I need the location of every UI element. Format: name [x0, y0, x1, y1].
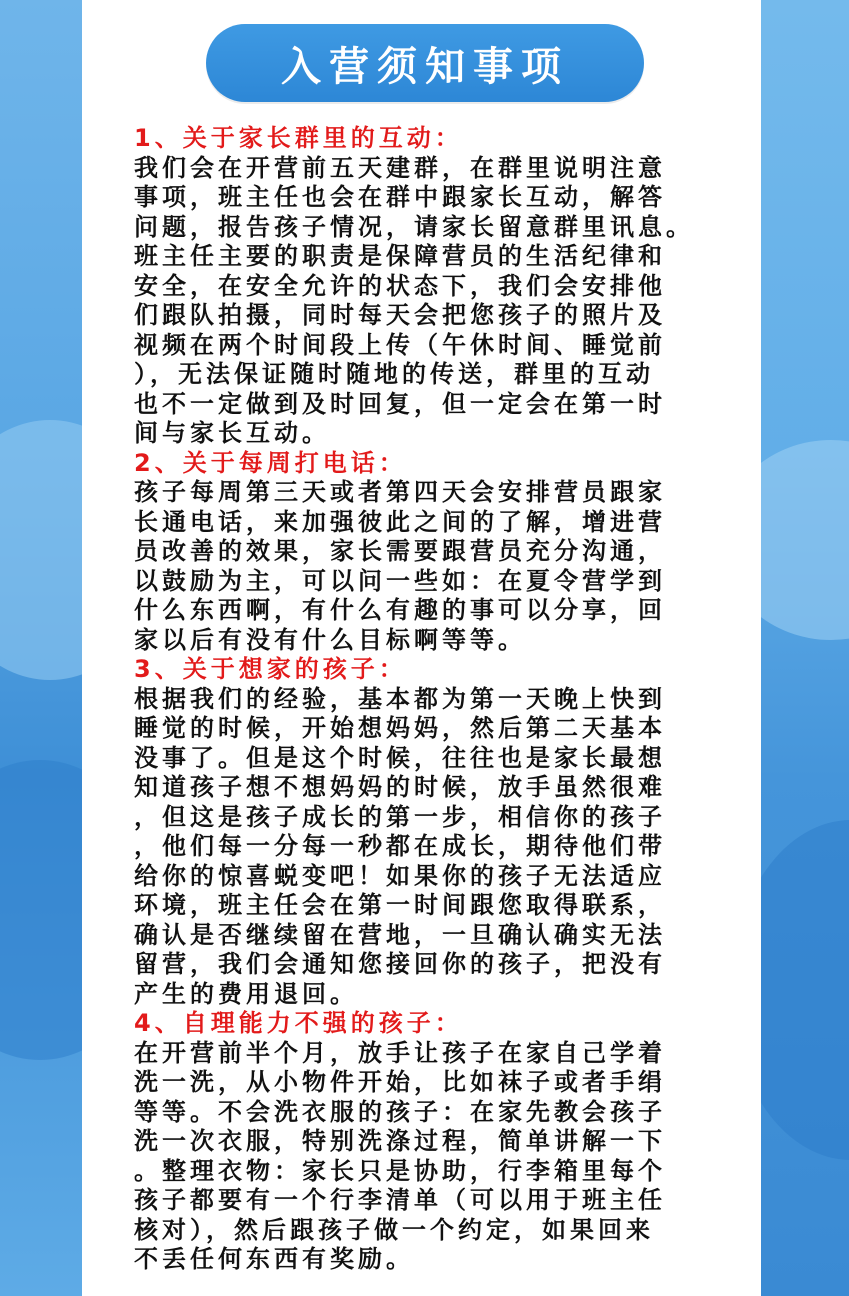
paragraph-line: 员改善的效果，家长需要跟营员充分沟通，: [134, 537, 666, 565]
section-heading: 4、自理能力不强的孩子：: [134, 1009, 463, 1037]
background-wave: [761, 820, 849, 1160]
paragraph-line: 不丢任何东西有奖励。: [134, 1245, 414, 1273]
paragraph-line: 洗一洗，从小物件开始，比如袜子或者手绢: [134, 1068, 666, 1096]
paragraph-line: 给你的惊喜蜕变吧！如果你的孩子无法适应: [134, 861, 666, 890]
paragraph-line: 以鼓励为主，可以问一些如：在夏令营学到: [134, 566, 666, 595]
paragraph-line: 环境，班主任会在第一时间跟您取得联系，: [134, 891, 666, 919]
paragraph-line: 在开营前半个月，放手让孩子在家自己学着: [134, 1038, 666, 1067]
paragraph-line: 洗一次衣服，特别洗涤过程，简单讲解一下: [134, 1127, 666, 1155]
section-heading: 1、关于家长群里的互动：: [134, 124, 463, 152]
background-left: [0, 0, 82, 1296]
notice-content: [134, 124, 734, 1275]
background-wave: [761, 440, 849, 640]
paragraph-line: ，但这是孩子成长的第一步，相信你的孩子: [134, 802, 666, 831]
paragraph-line: 睡觉的时候，开始想妈妈，然后第二天基本: [134, 714, 666, 742]
section-2: [134, 449, 734, 656]
notice-card: [82, 0, 761, 1296]
paragraph-line: 核对），然后跟孩子做一个约定，如果回来: [134, 1215, 654, 1244]
paragraph-line: 事项，班主任也会在群中跟家长互动，解答: [134, 183, 666, 211]
paragraph-line: 产生的费用退回。: [134, 979, 358, 1008]
paragraph-line: 我们会在开营前五天建群，在群里说明注意: [134, 153, 666, 182]
paragraph-line: 留营，我们会通知您接回你的孩子，把没有: [134, 950, 666, 978]
paragraph-line: 等等。不会洗衣服的孩子：在家先教会孩子: [134, 1097, 666, 1126]
paragraph-line: 班主任主要的职责是保障营员的生活纪律和: [134, 242, 666, 270]
paragraph-line: 确认是否继续留在营地，一旦确认确实无法: [134, 920, 666, 949]
paragraph-line: 没事了。但是这个时候，往往也是家长最想: [134, 743, 666, 772]
paragraph-line: 孩子都要有一个行李清单（可以用于班主任: [134, 1186, 666, 1214]
paragraph-line: 问题，报告孩子情况，请家长留意群里讯息。: [134, 212, 694, 241]
page-title: 入营须知事项: [281, 43, 569, 90]
background-wave: [0, 420, 82, 680]
section-heading: 3、关于想家的孩子：: [134, 655, 407, 683]
paragraph-line: 长通电话，来加强彼此之间的了解，增进营: [134, 507, 666, 536]
section-4: [134, 1009, 734, 1275]
paragraph-line: 安全，在安全允许的状态下，我们会安排他: [134, 271, 666, 300]
paragraph-line: 什么东西啊，有什么有趣的事可以分享，回: [134, 596, 666, 624]
paragraph-line: ，他们每一分每一秒都在成长，期待他们带: [134, 832, 666, 860]
paragraph-line: 间与家长互动。: [134, 419, 330, 447]
background-wave: [0, 760, 82, 1060]
paragraph-line: 孩子每周第三天或者第四天会安排营员跟家: [134, 478, 666, 506]
paragraph-line: 家以后有没有什么目标啊等等。: [134, 625, 526, 654]
section-heading: 2、关于每周打电话：: [134, 448, 407, 477]
paragraph-line: 也不一定做到及时回复，但一定会在第一时: [134, 389, 666, 418]
section-3: [134, 655, 734, 1009]
paragraph-line: 视频在两个时间段上传（午休时间、睡觉前: [134, 330, 666, 359]
paragraph-line: 知道孩子想不想妈妈的时候，放手虽然很难: [134, 773, 666, 801]
paragraph-line: 。整理衣物：家长只是协助，行李箱里每个: [134, 1156, 666, 1185]
paragraph-line: 根据我们的经验，基本都为第一天晚上快到: [134, 684, 666, 713]
paragraph-line: ），无法保证随时随地的传送，群里的互动: [134, 360, 654, 388]
section-1: [134, 124, 734, 449]
paragraph-line: 们跟队拍摄，同时每天会把您孩子的照片及: [134, 301, 666, 329]
background-right: [761, 0, 849, 1296]
title-banner: [206, 24, 644, 102]
